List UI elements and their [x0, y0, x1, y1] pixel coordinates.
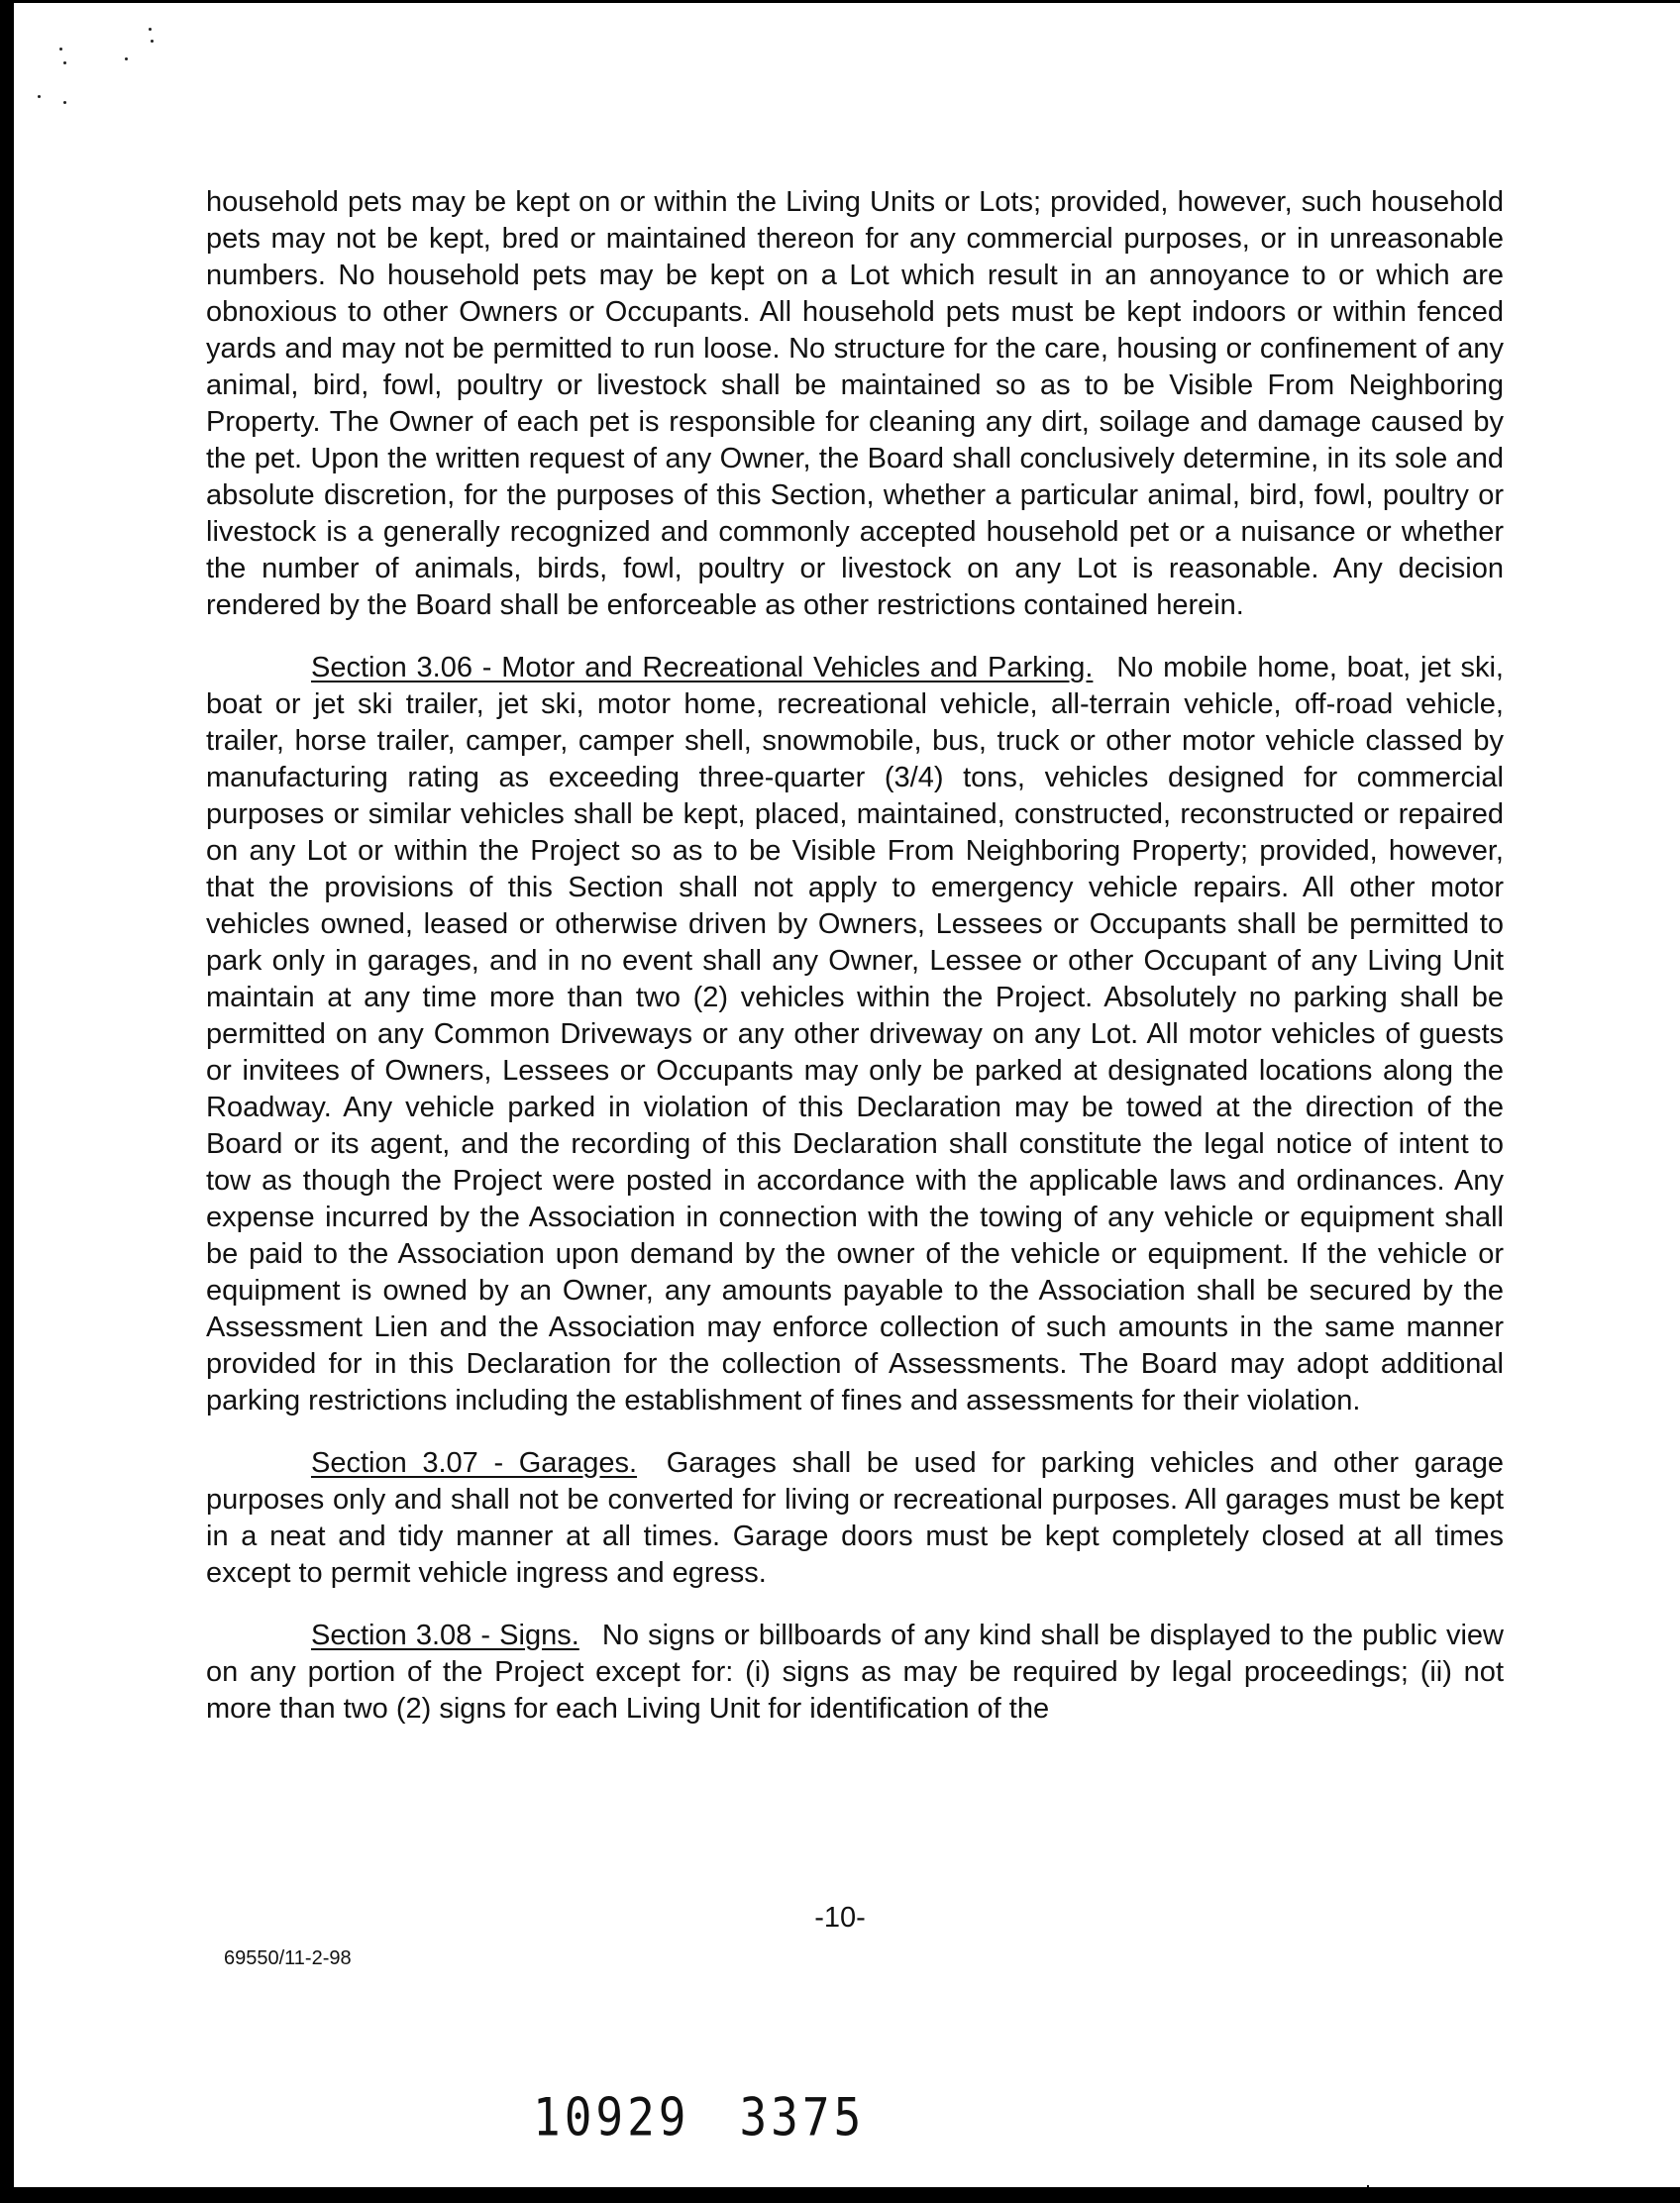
scan-mark: [1367, 2185, 1369, 2203]
section-3-06: [206, 650, 1504, 1419]
recording-stamp: [533, 2086, 914, 2148]
scan-speck: [38, 95, 41, 98]
book-number: 10929: [533, 2085, 690, 2149]
page-stamp: 3375: [739, 2085, 866, 2149]
scan-speck: [63, 61, 66, 64]
section-body: No mobile home, boat, jet ski, boat or jet ski trailer, jet ski, motor home, recreational vehicle, all-terrain vehicle, off-road vehicle, trailer, horse trailer, camper, camper shell, snowmobile, bus, truck or other motor vehicle classed by manufacturing rating as exceeding three-quarter (3/4) tons, vehicles designed for commercial purposes or similar vehicles shall be kept, placed, maintained, constructed, reconstructed or repaired on any Lot or within the Project so as to be Visible From Neighboring Property; provided, however, that the provisions of this Section shall not apply to emergency vehicle repairs. All other motor vehicles owned, leased or otherwise driven by Owners, Lessees or Occupants shall be permitted to park only in garages, and in no event shall any Owner, Lessee or other Occupant of any Living Unit maintain at any time more than two (2) vehicles within the Project. Absolutely no parking shall be permitted on any Common Driveways or any other driveway on any Lot. All motor vehicles of guests or invitees of Owners, Lessees or Occupants may only be parked at designated locations along the Roadway. Any vehicle parked in violation of this Declaration may be towed at the direction of the Board or its agent, and the recording of this Declaration shall constitute the legal notice of intent to tow as though the Project were posted in accordance with the applicable laws and ordinances. Any expense incurred by the Association in connection with the towing of any vehicle or equipment shall be paid to the Association upon demand by the owner of the vehicle or equipment. If the vehicle or equipment is owned by an Owner, any amounts payable to the Association shall be secured by the Assessment Lien and the Association may enforce collection of such amounts in the same manner provided for in this Declaration for the collection of Assessments. The Board may adopt additional parking restrictions including the establishment of fines and assessments for their violation.: [206, 652, 1504, 1416]
section-heading: Section 3.07 - Garages.: [311, 1447, 638, 1479]
scan-speck: [151, 40, 154, 43]
section-heading: Section 3.06 - Motor and Recreational Vehicles and Parking.: [311, 652, 1094, 683]
section-body: Garages shall be used for parking vehicles and other garage purposes only and shall not be converted for living or recreational purposes. All garages must be kept in a neat and tidy manner at all times. Garage doors must be kept completely closed at all times except to permit vehicle ingress and egress.: [206, 1447, 1504, 1589]
opening-paragraph: household pets may be kept on or within the Living Units or Lots; provided, however, such household pets may not be kept, bred or maintained thereon for any commercial purposes, or in unreasonable numbers. No household pets may be kept on a Lot which result in an annoyance to or which are obnoxious to other Owners or Occupants. All household pets must be kept indoors or within fenced yards and may not be permitted to run loose. No structure for the care, housing or confinement of any animal, bird, fowl, poultry or livestock shall be maintained so as to be Visible From Neighboring Property. The Owner of each pet is responsible for cleaning any dirt, soilage and damage caused by the pet. Upon the written request of any Owner, the Board shall conclusively determine, in its sole and absolute discretion, for the purposes of this Section, whether a particular animal, bird, fowl, poultry or livestock is a generally recognized and commonly accepted household pet or a nuisance or whether the number of animals, birds, fowl, poultry or livestock on any Lot is reasonable. Any decision rendered by the Board shall be enforceable as other restrictions contained herein.: [206, 186, 1504, 621]
section-heading: Section 3.08 - Signs.: [311, 1620, 579, 1651]
section-3-07: [206, 1445, 1504, 1592]
scan-speck: [149, 28, 152, 31]
scan-speck: [63, 101, 66, 104]
page-number: -10-: [814, 1902, 866, 1934]
document-page: [206, 184, 1504, 1728]
section-body: No signs or billboards of any kind shall be displayed to the public view on any portion of the Project except for: (i) signs as may be required by legal proceedings; (ii) not more than two (2) signs for each Living Unit for identification of the: [206, 1620, 1505, 1725]
document-code: 69550/11-2-98: [224, 1947, 352, 1969]
section-3-08: [206, 1618, 1504, 1728]
scan-speck: [59, 48, 62, 51]
scan-speck: [125, 57, 128, 60]
